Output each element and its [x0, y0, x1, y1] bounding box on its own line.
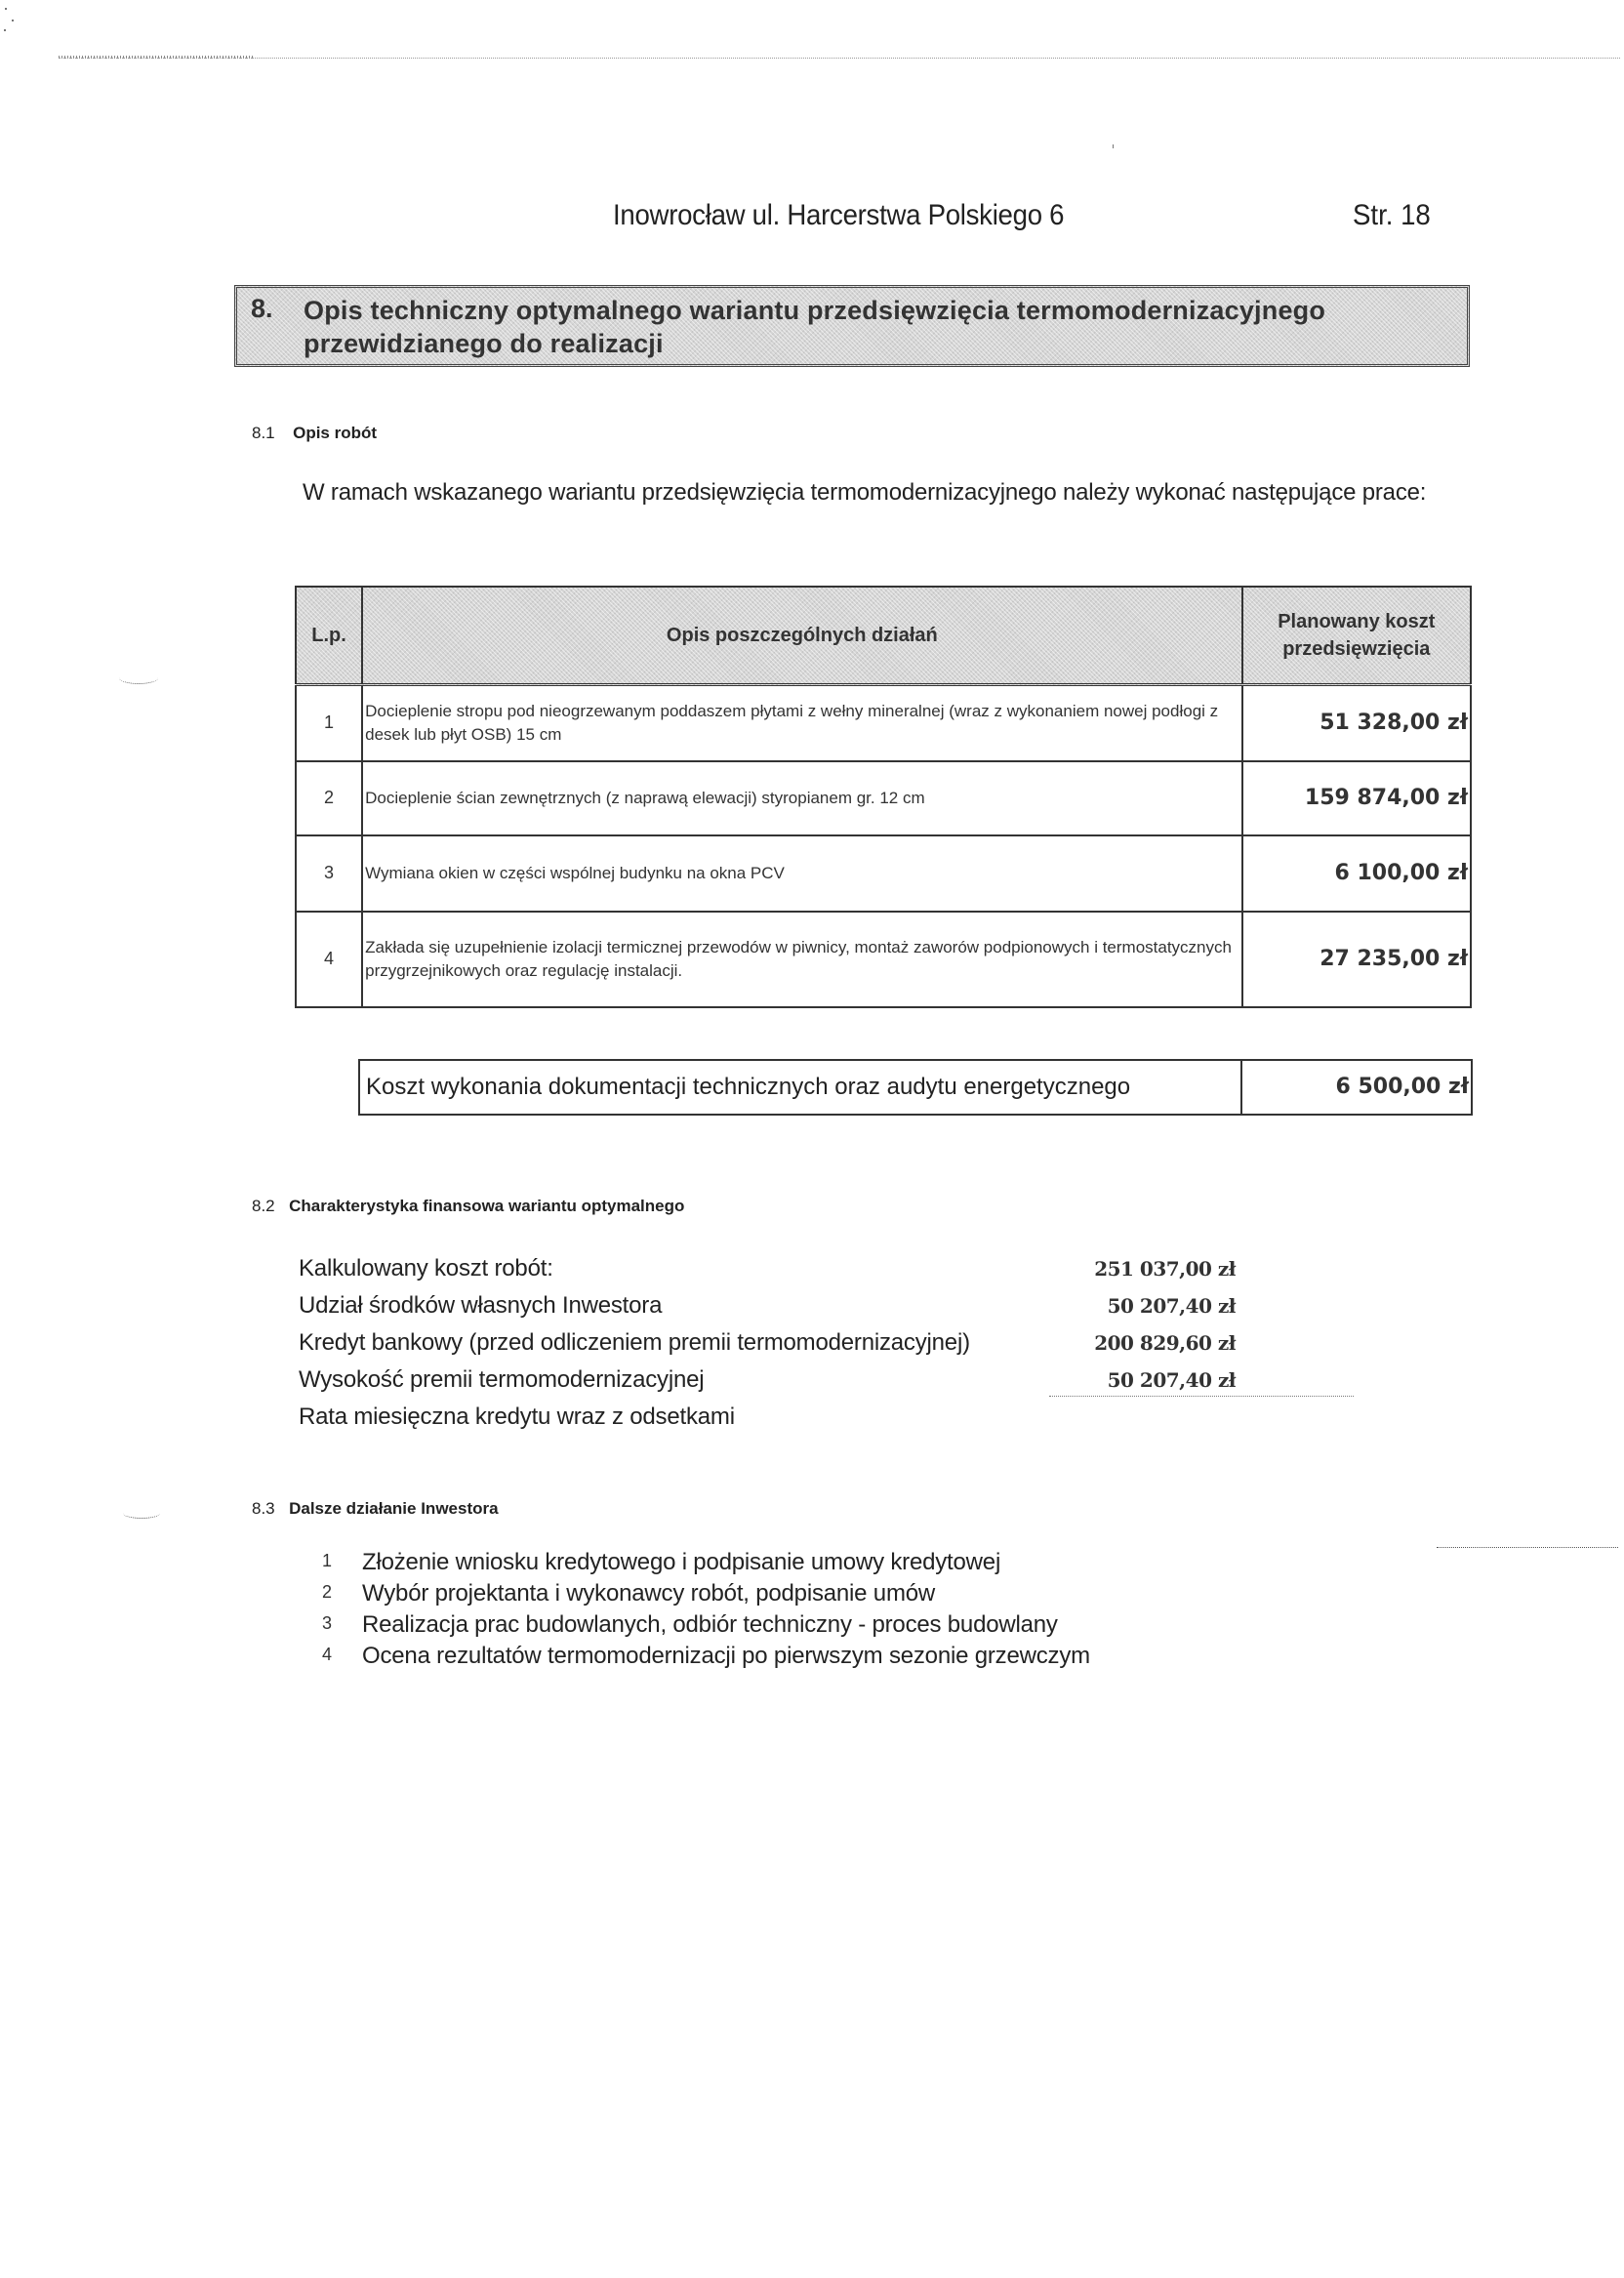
- step-text: Wybór projektanta i wykonawcy robót, podpisanie umów: [362, 1580, 936, 1607]
- row-cost: 6 100,00 zł: [1242, 835, 1471, 912]
- scan-speck: [5, 8, 7, 10]
- subsection-number: 8.1: [252, 424, 275, 442]
- subsection-number: 8.2: [252, 1197, 275, 1215]
- step-number: 2: [322, 1582, 333, 1602]
- table-row: [296, 761, 1471, 835]
- section-heading-box: [234, 285, 1470, 367]
- row-lp: 4: [296, 912, 362, 1007]
- page-number: Str. 18: [1353, 199, 1431, 231]
- row-description: Docieplenie stropu pod nieogrzewanym poddaszem płytami z wełny mineralnej (wraz z wykonaniem nowej podłogi z desek lub płyt OSB) 15 cm: [362, 685, 1241, 761]
- finance-row: [299, 1366, 1236, 1403]
- finance-value: 50 207,40 zł: [1107, 1368, 1236, 1392]
- table-header-row: [296, 587, 1471, 685]
- finance-label: Kredyt bankowy (przed odliczeniem premii termomodernizacyjnej): [299, 1329, 970, 1356]
- row-description: Zakłada się uzupełnienie izolacji termicznej przewodów w piwnicy, montaż zaworów podpionowych i termostatycznych przygrzejnikowych oraz regulację instalacji.: [362, 912, 1241, 1007]
- row-lp: 1: [296, 685, 362, 761]
- step-text: Złożenie wniosku kredytowego i podpisanie umowy kredytowej: [362, 1549, 1001, 1575]
- documentation-cost-label: Koszt wykonania dokumentacji technicznych oraz audytu energetycznego: [360, 1061, 1242, 1114]
- subsection-heading-8-3: [252, 1499, 499, 1519]
- row-cost: 27 235,00 zł: [1242, 912, 1471, 1007]
- finance-dotted-line: [1049, 1396, 1354, 1397]
- finance-label: Rata miesięczna kredytu wraz z odsetkami: [299, 1403, 735, 1430]
- row-lp: 3: [296, 835, 362, 912]
- section-number: 8.: [251, 294, 273, 323]
- scan-edge-line-dark: [59, 56, 254, 59]
- documentation-cost-value: 6 500,00 zł: [1335, 1075, 1469, 1099]
- scan-speck: [4, 29, 6, 31]
- scan-mark: [123, 1508, 160, 1519]
- finance-value: 200 829,60 zł: [1094, 1331, 1236, 1355]
- subsection-title: Opis robót: [293, 424, 378, 442]
- finance-value: 251 037,00 zł: [1094, 1257, 1236, 1281]
- works-table: [295, 586, 1472, 1008]
- page-header-title: Inowrocław ul. Harcerstwa Polskiego 6: [613, 199, 1065, 231]
- table-row: [296, 835, 1471, 912]
- table-row: [296, 685, 1471, 761]
- scan-mark: [119, 671, 158, 684]
- scan-dotted-line: [1437, 1547, 1618, 1548]
- subsection-heading-8-1: [252, 424, 377, 443]
- row-cost: 159 874,00 zł: [1242, 761, 1471, 835]
- finance-value: 50 207,40 zł: [1107, 1294, 1236, 1318]
- documentation-cost-box: [358, 1059, 1473, 1116]
- row-cost: 51 328,00 zł: [1242, 685, 1471, 761]
- header-description: Opis poszczególnych działań: [362, 587, 1241, 685]
- subsection-title: Charakterystyka finansowa wariantu optymalnego: [289, 1197, 685, 1215]
- intro-paragraph: W ramach wskazanego wariantu przedsięwzięcia termomodernizacyjnego należy wykonać następujące prace:: [303, 479, 1427, 506]
- table-row: [296, 912, 1471, 1007]
- header-lp: L.p.: [296, 587, 362, 685]
- step-text: Ocena rezultatów termomodernizacji po pierwszym sezonie grzewczym: [362, 1643, 1090, 1669]
- scan-speck: [1113, 144, 1114, 148]
- finance-label: Udział środków własnych Inwestora: [299, 1292, 663, 1319]
- header-cost: Planowany koszt przedsięwzięcia: [1242, 587, 1471, 685]
- subsection-title: Dalsze działanie Inwestora: [289, 1499, 499, 1518]
- finance-label: Wysokość premii termomodernizacyjnej: [299, 1366, 705, 1393]
- row-lp: 2: [296, 761, 362, 835]
- scan-edge-line: [59, 58, 1620, 59]
- step-number: 1: [322, 1551, 333, 1570]
- subsection-heading-8-2: [252, 1197, 684, 1216]
- subsection-number: 8.3: [252, 1499, 275, 1518]
- step-text: Realizacja prac budowlanych, odbiór techniczny - proces budowlany: [362, 1611, 1058, 1638]
- step-number: 4: [322, 1645, 333, 1664]
- finance-row: [299, 1329, 1236, 1366]
- finance-row: [299, 1255, 1236, 1292]
- scan-speck: [12, 20, 14, 21]
- section-title: Opis techniczny optymalnego wariantu przedsięwzięcia termomodernizacyjnego przewidzianego do realizacji: [304, 296, 1326, 358]
- step-number: 3: [322, 1613, 333, 1633]
- finance-label: Kalkulowany koszt robót:: [299, 1255, 553, 1281]
- row-description: Wymiana okien w części wspólnej budynku na okna PCV: [362, 835, 1241, 912]
- finance-row: [299, 1403, 1236, 1441]
- finance-row: [299, 1292, 1236, 1329]
- row-description: Docieplenie ścian zewnętrznych (z naprawą elewacji) styropianem gr. 12 cm: [362, 761, 1241, 835]
